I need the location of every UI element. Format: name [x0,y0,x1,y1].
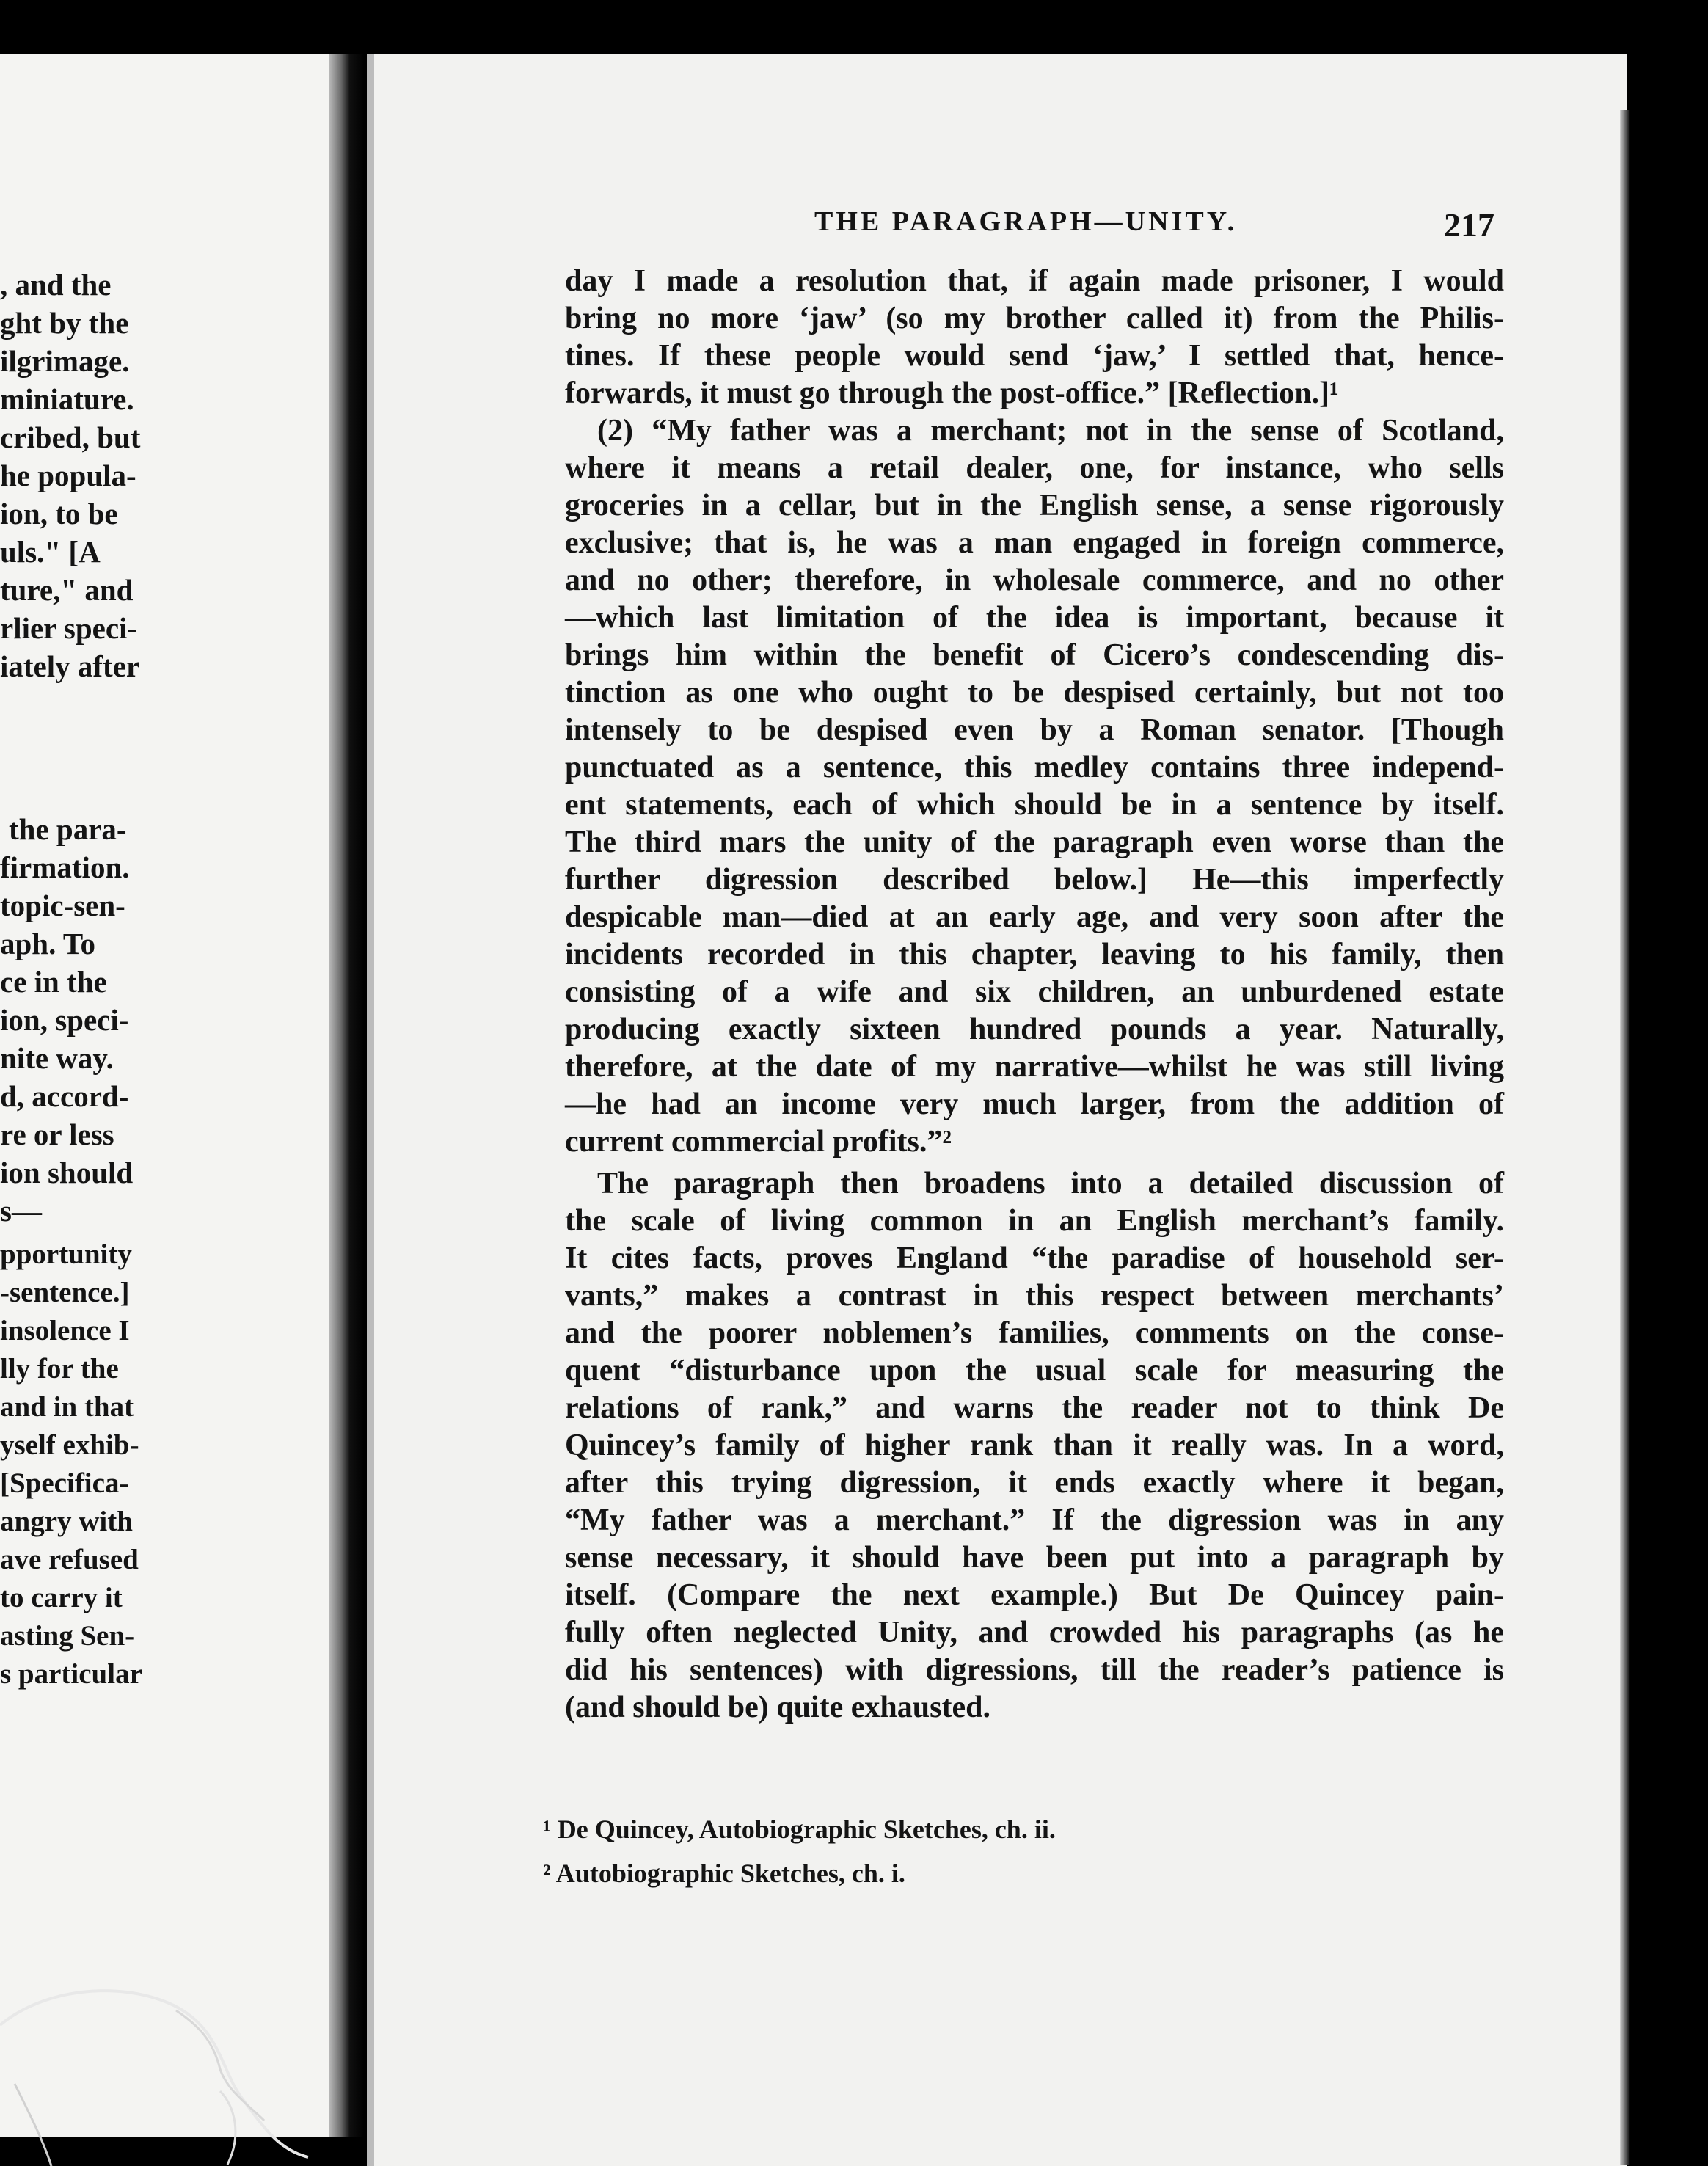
text-line: groceries in a cellar, but in the English sense, a sense rigorously [565,489,1504,522]
running-head: THE PARAGRAPH—UNITY. [814,206,1238,237]
left-text-line: s— [0,1194,42,1228]
text-line: punctuated as a sentence, this medley contains three independ- [565,751,1504,784]
page-edge [1620,110,1630,2165]
text-line: current commercial profits.”² [565,1125,952,1159]
text-line: bring no more ‘jaw’ (so my brother called it) from the Philis- [565,302,1504,335]
footnote: ² Autobiographic Sketches, ch. i. [543,1859,905,1888]
text-line: tines. If these people would send ‘jaw,’ I settled that, hence- [565,339,1504,373]
left-text-line: firmation. [0,850,130,884]
text-line: producing exactly sixteen hundred pounds a year. Naturally, [565,1013,1504,1046]
text-line: The third mars the unity of the paragraph even worse than the [565,825,1504,859]
text-line: vants,” makes a contrast in this respect between merchants’ [565,1279,1504,1313]
text-line: consisting of a wife and six children, an unburdened estate [565,975,1504,1009]
text-line: intensely to be despised even by a Roman senator. [Though [565,713,1504,747]
left-text-line: ave refused [0,1544,139,1575]
left-text-line: cribed, but [0,420,141,454]
left-text-line: miniature. [0,382,134,416]
book-gutter [329,54,364,2137]
left-text-line: d, accord- [0,1079,129,1113]
text-line: (2) “My father was a merchant; not in the sense of Scotland, [597,414,1504,448]
left-text-line: ion, to be [0,497,118,530]
left-text-line: uls." [A [0,535,101,569]
left-text-line: , and the [0,268,112,302]
page-number: 217 [1444,206,1494,244]
left-text-line: he popula- [0,459,136,492]
left-text-line: re or less [0,1117,114,1151]
left-text-line: rlier speci- [0,611,138,645]
text-line: tinction as one who ought to be despised certainly, but not too [565,676,1504,710]
left-text-line: [Specifica- [0,1467,129,1499]
text-line: and the poorer noblemen’s families, comments on the conse- [565,1316,1504,1350]
text-line: itself. (Compare the next example.) But De Quincey pain- [565,1578,1504,1612]
text-line: (and should be) quite exhausted. [565,1691,990,1724]
left-text-line: topic-sen- [0,889,125,922]
text-line: ent statements, each of which should be in a sentence by itself. [565,788,1504,822]
left-text-line: and in that [0,1391,134,1423]
left-text-line: ce in the [0,965,107,999]
left-text-line: angry with [0,1506,133,1537]
text-line: after this trying digression, it ends exactly where it began, [565,1466,1504,1500]
text-line: despicable man—died at an early age, and very soon after the [565,900,1504,934]
text-line: sense necessary, it should have been put into a paragraph by [565,1541,1504,1575]
text-line: where it means a retail dealer, one, for instance, who sells [565,451,1504,485]
text-line: fully often neglected Unity, and crowded his paragraphs (as he [565,1616,1504,1649]
thread-image [0,1981,352,2166]
text-line: relations of rank,” and warns the reader not to think De [565,1391,1504,1425]
left-text-line: asting Sen- [0,1620,135,1652]
left-text-line: aph. To [0,927,95,960]
left-text-line: ion, speci- [0,1003,129,1037]
left-text-line: nite way. [0,1041,114,1075]
left-page [0,54,351,2137]
left-text-line: the para- [9,812,127,846]
text-line: brings him within the benefit of Cicero’s condescending dis- [565,638,1504,672]
text-line: further digression described below.] He—this imperfectly [565,863,1504,897]
left-text-line: ture," and [0,573,134,607]
text-line: It cites facts, proves England “the paradise of household ser- [565,1241,1504,1275]
text-line: exclusive; that is, he was a man engaged in foreign commerce, [565,526,1504,560]
left-text-line: to carry it [0,1582,123,1613]
left-text-line: ght by the [0,306,129,340]
left-text-line: ion should [0,1156,134,1189]
text-line: The paragraph then broadens into a detailed discussion of [597,1167,1504,1200]
left-text-line: yself exhib- [0,1429,139,1461]
left-text-line: s particular [0,1658,142,1690]
text-line: quent “disturbance upon the usual scale for measuring the [565,1354,1504,1388]
left-text-line: pportunity [0,1239,132,1270]
text-line: —he had an income very much larger, from the addition of [565,1087,1504,1121]
left-text-line: ilgrimage. [0,344,130,378]
left-text-line: -sentence.] [0,1277,130,1308]
text-line: —which last limitation of the idea is important, because it [565,601,1504,635]
left-text-line: iately after [0,649,140,683]
left-text-line: lly for the [0,1353,119,1385]
text-line: incidents recorded in this chapter, leaving to his family, then [565,938,1504,971]
text-line: forwards, it must go through the post-office.” [Reflection.]¹ [565,376,1339,410]
left-text-line: insolence I [0,1315,130,1346]
text-line: therefore, at the date of my narrative—whilst he was still living [565,1050,1504,1084]
text-line: and no other; therefore, in wholesale commerce, and no other [565,564,1504,597]
text-line: Quincey’s family of higher rank than it really was. In a word, [565,1429,1504,1462]
footnote: ¹ De Quincey, Autobiographic Sketches, ch. ii. [543,1815,1056,1844]
text-line: “My father was a merchant.” If the digression was in any [565,1503,1504,1537]
text-line: day I made a resolution that, if again made prisoner, I would [565,264,1504,298]
text-line: did his sentences) with digressions, till the reader’s patience is [565,1653,1504,1687]
text-line: the scale of living common in an English merchant’s family. [565,1204,1504,1238]
